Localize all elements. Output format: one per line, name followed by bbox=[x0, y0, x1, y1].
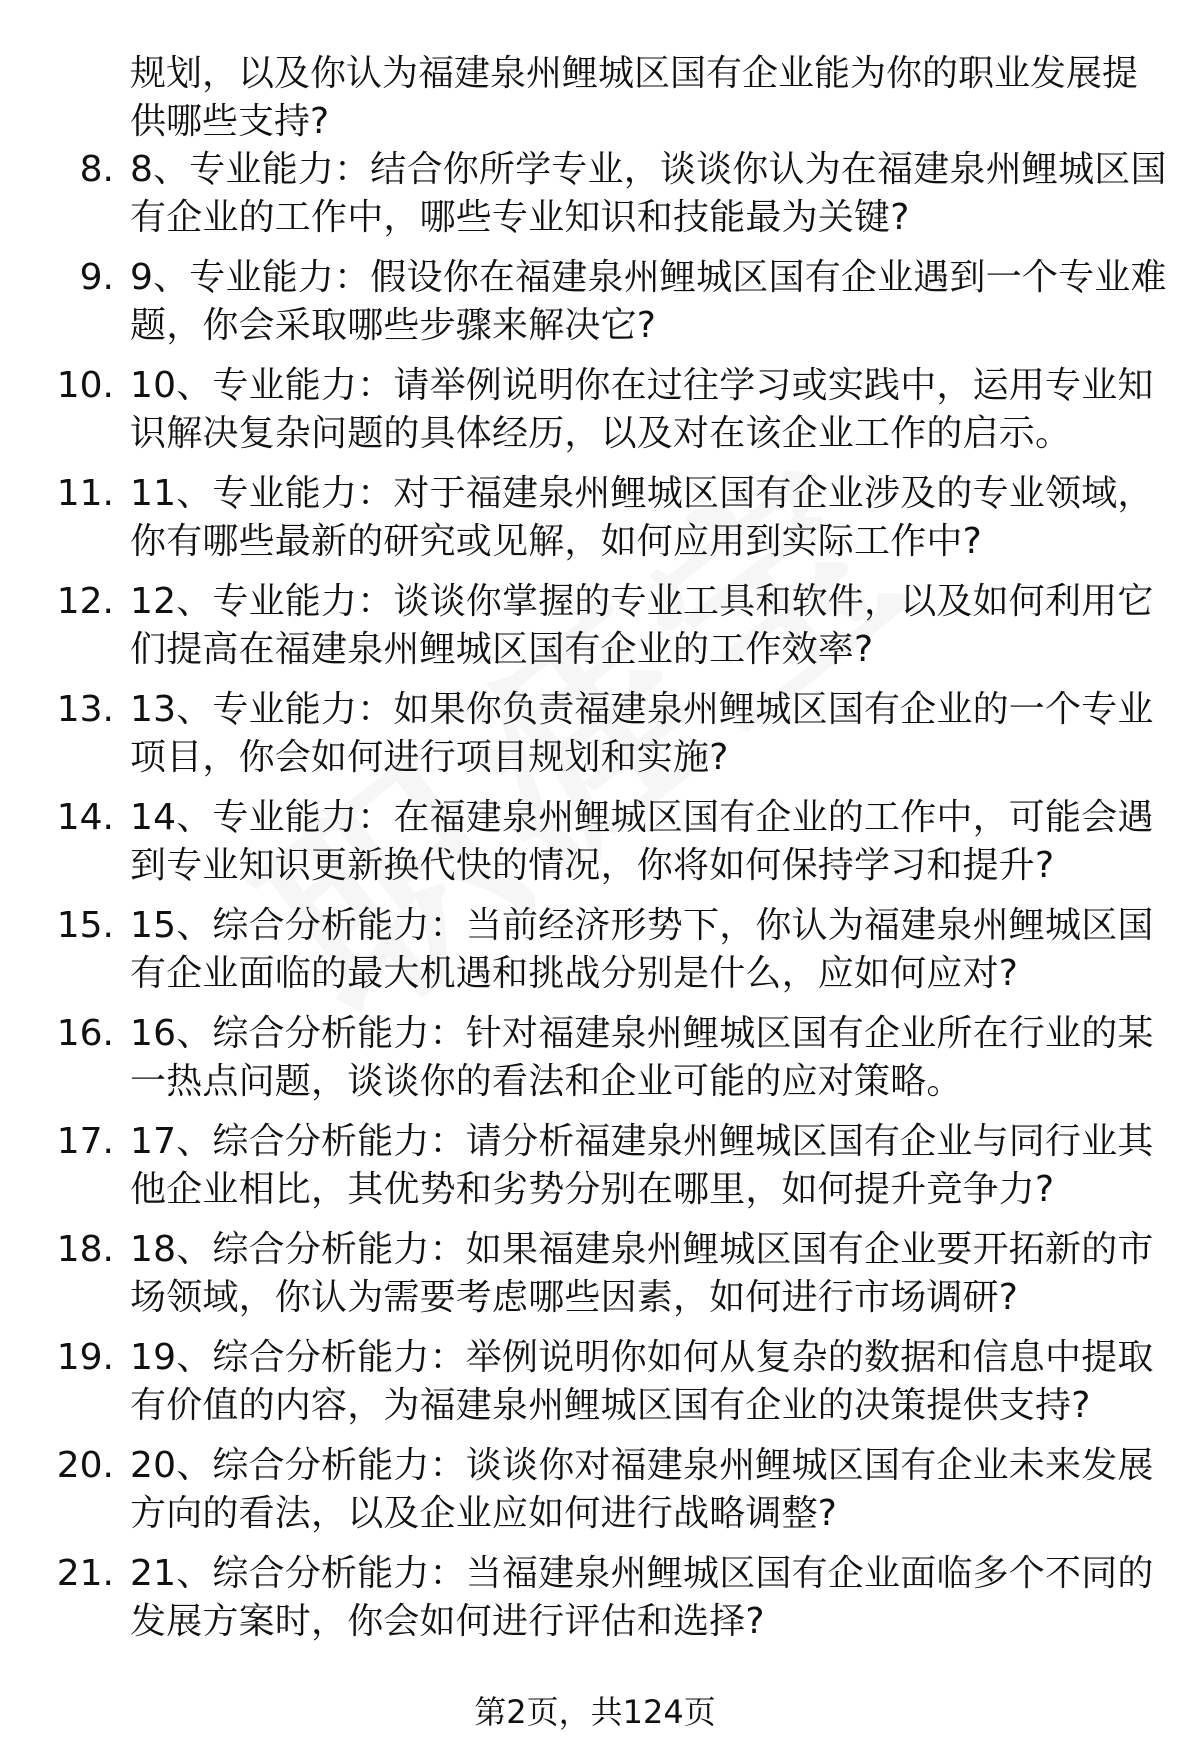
question-text: 12、专业能力：谈谈你掌握的专业工具和软件，以及如何利用它们提高在福建泉州鲤城区国有企业的工作效率? bbox=[130, 581, 1154, 670]
question-text: 21、综合分析能力：当福建泉州鲤城区国有企业面临多个不同的发展方案时，你会如何进行评估和选择? bbox=[130, 1553, 1154, 1642]
question-item bbox=[0, 1550, 1190, 1658]
question-text: 18、综合分析能力：如果福建泉州鲤城区国有企业要开拓新的市场领域，你认为需要考虑哪些因素，如何进行市场调研? bbox=[130, 1229, 1154, 1318]
question-item bbox=[0, 902, 1190, 1010]
question-item bbox=[0, 1334, 1190, 1442]
question-item bbox=[0, 1442, 1190, 1550]
question-item bbox=[0, 794, 1190, 902]
question-number: 21. bbox=[56, 1553, 114, 1594]
question-number: 15. bbox=[56, 905, 114, 946]
question-text: 16、综合分析能力：针对福建泉州鲤城区国有企业所在行业的某一热点问题，谈谈你的看法和企业可能的应对策略。 bbox=[130, 1013, 1154, 1102]
question-item bbox=[0, 686, 1190, 794]
question-number: 18. bbox=[56, 1229, 114, 1270]
question-number: 16. bbox=[56, 1013, 114, 1054]
question-number: 20. bbox=[56, 1445, 114, 1486]
question-text: 20、综合分析能力：谈谈你对福建泉州鲤城区国有企业未来发展方向的看法，以及企业应如何进行战略调整? bbox=[130, 1445, 1154, 1534]
question-item bbox=[0, 1118, 1190, 1226]
question-number: 13. bbox=[56, 689, 114, 730]
question-item bbox=[0, 578, 1190, 686]
question-number: 17. bbox=[56, 1121, 114, 1162]
question-text: 10、专业能力：请举例说明你在过往学习或实践中，运用专业知识解决复杂问题的具体经历，以及对在该企业工作的启示。 bbox=[130, 365, 1154, 454]
question-item bbox=[0, 254, 1190, 362]
question-text: 17、综合分析能力：请分析福建泉州鲤城区国有企业与同行业其他企业相比，其优势和劣势分别在哪里，如何提升竞争力? bbox=[130, 1121, 1154, 1210]
question-number: 11. bbox=[56, 473, 114, 514]
question-text: 15、综合分析能力：当前经济形势下，你认为福建泉州鲤城区国有企业面临的最大机遇和挑战分别是什么，应如何应对? bbox=[130, 905, 1154, 994]
question-text: 8、专业能力：结合你所学专业，谈谈你认为在福建泉州鲤城区国有企业的工作中，哪些专业知识和技能最为关键? bbox=[130, 149, 1167, 238]
question-item bbox=[0, 146, 1190, 254]
question-number: 19. bbox=[56, 1337, 114, 1378]
question-text: 14、专业能力：在福建泉州鲤城区国有企业的工作中，可能会遇到专业知识更新换代快的情况，你将如何保持学习和提升? bbox=[130, 797, 1154, 886]
question-number: 10. bbox=[56, 365, 114, 406]
page-footer: 第2页，共124页 bbox=[474, 1693, 716, 1731]
question-item bbox=[0, 470, 1190, 578]
question-number: 12. bbox=[56, 581, 114, 622]
question-text: 19、综合分析能力：举例说明你如何从复杂的数据和信息中提取有价值的内容，为福建泉州鲤城区国有企业的决策提供支持? bbox=[130, 1337, 1154, 1426]
continued-question-text: 规划，以及你认为福建泉州鲤城区国有企业能为你的职业发展提供哪些支持? bbox=[130, 53, 1139, 142]
question-item bbox=[0, 1226, 1190, 1334]
question-number: 14. bbox=[56, 797, 114, 838]
question-item bbox=[0, 362, 1190, 470]
question-text: 13、专业能力：如果你负责福建泉州鲤城区国有企业的一个专业项目，你会如何进行项目规划和实施? bbox=[130, 689, 1154, 778]
question-text: 11、专业能力：对于福建泉州鲤城区国有企业涉及的专业领域，你有哪些最新的研究或见解，如何应用到实际工作中? bbox=[130, 473, 1154, 562]
question-item bbox=[0, 1010, 1190, 1118]
question-text: 9、专业能力：假设你在福建泉州鲤城区国有企业遇到一个专业难题，你会采取哪些步骤来解决它? bbox=[130, 257, 1167, 346]
question-number: 8. bbox=[79, 149, 114, 190]
question-list bbox=[0, 146, 1190, 1658]
question-number: 9. bbox=[79, 257, 114, 298]
